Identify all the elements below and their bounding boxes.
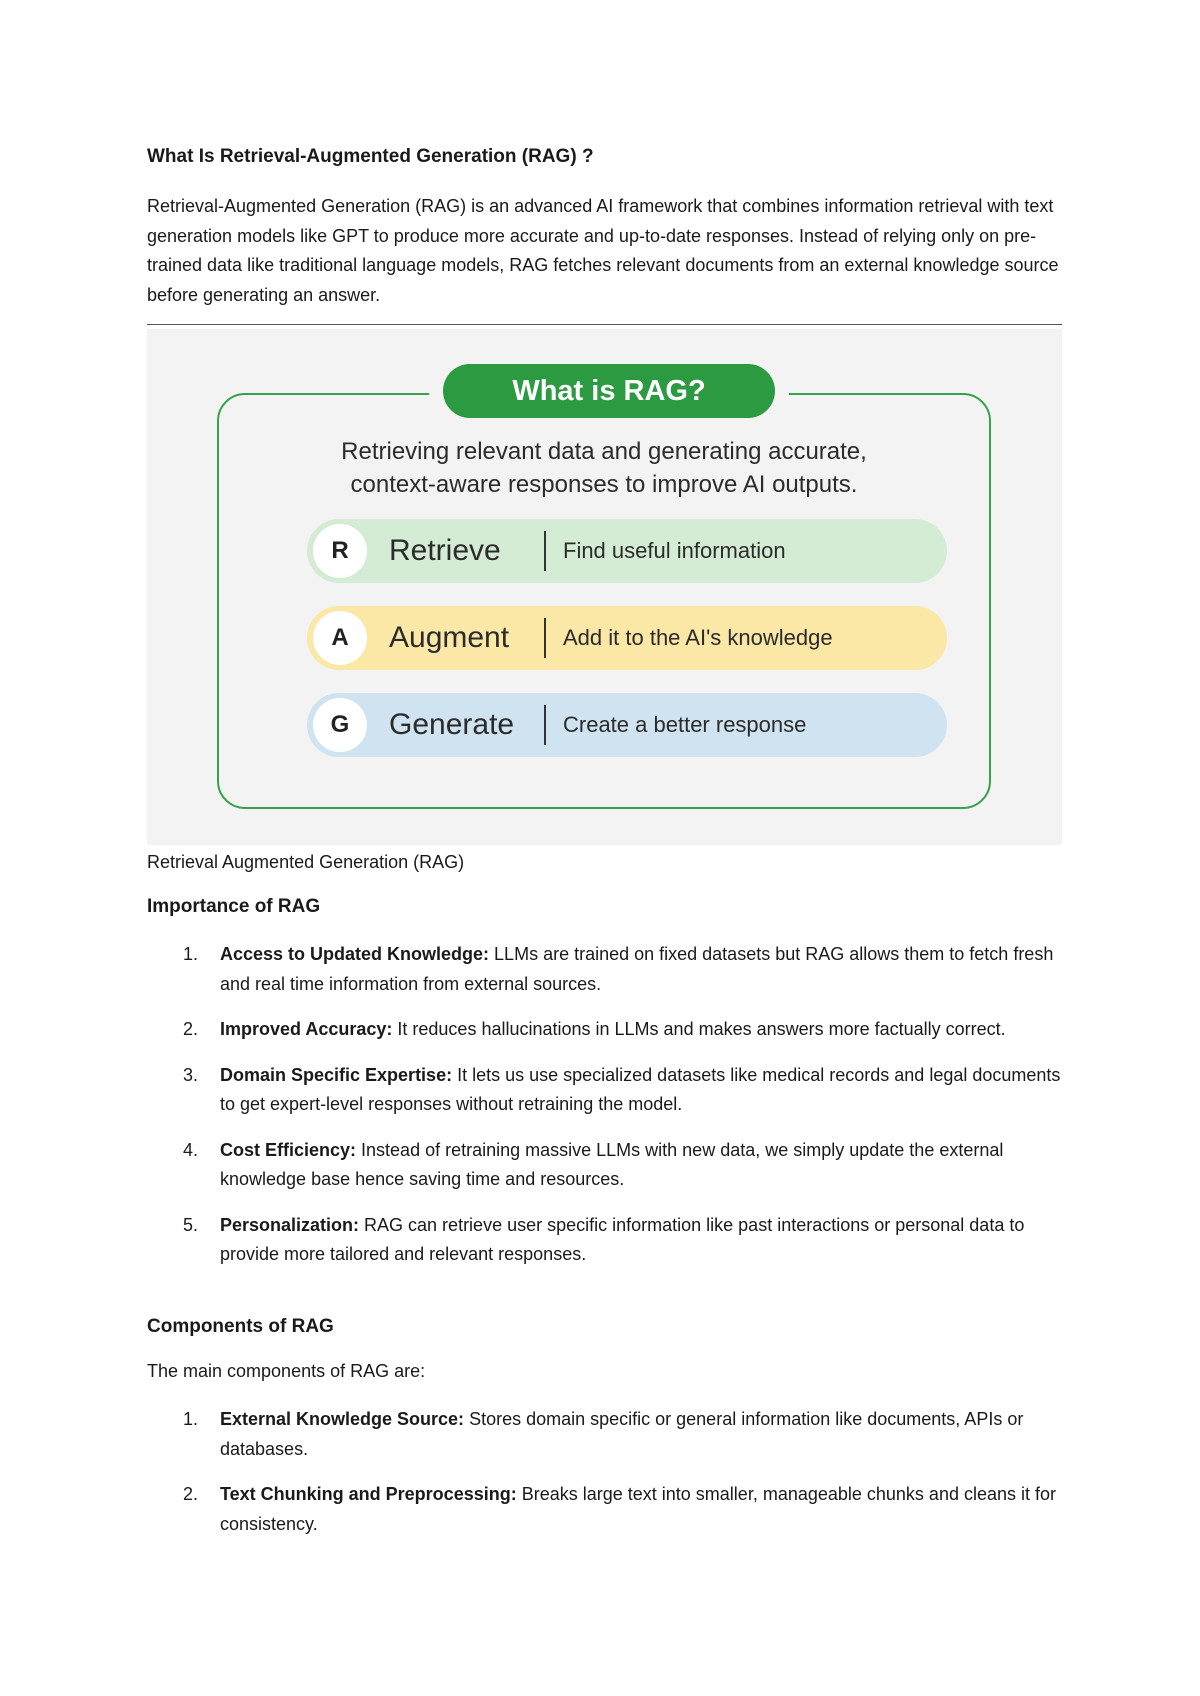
list-item <box>147 1015 1062 1045</box>
step-letter: R <box>313 524 367 578</box>
list-number: 2. <box>183 1484 199 1504</box>
components-heading: Components of RAG <box>147 1316 334 1337</box>
step-word: Augment <box>389 621 510 654</box>
list-text: It lets us use specialized datasets like medical records and legal documents to get expert-level responses without retraining the model. <box>220 1064 1061 1114</box>
list-term: Access to Updated Knowledge: <box>220 944 490 964</box>
list-text: RAG can retrieve user specific information like past interactions or personal data to provide more tailored and relevant responses. <box>220 1214 1025 1264</box>
list-number: 1. <box>183 1409 199 1429</box>
list-number: 4. <box>183 1139 199 1160</box>
list-item <box>147 1061 1062 1120</box>
list-term: Personalization: <box>220 1214 360 1235</box>
list-term: External Knowledge Source: <box>220 1409 465 1429</box>
list-item <box>147 1211 1062 1270</box>
list-number: 1. <box>183 944 199 964</box>
list-text: Stores domain specific or general information like documents, APIs or databases. <box>220 1409 1024 1459</box>
list-item <box>147 1405 1062 1464</box>
list-term: Cost Efficiency: <box>220 1139 357 1160</box>
components-list <box>147 1405 1062 1555</box>
step-word: Generate <box>389 708 515 741</box>
page-title: What Is Retrieval-Augmented Generation (RAG) ? <box>147 146 594 167</box>
list-text: It reduces hallucinations in LLMs and makes answers more factually correct. <box>392 1019 1006 1039</box>
figure-subtitle-line1: Retrieving relevant data and generating accurate, <box>341 438 867 465</box>
step-description: Find useful information <box>563 538 786 563</box>
figure-caption: Retrieval Augmented Generation (RAG) <box>147 852 465 872</box>
step-description: Add it to the AI's knowledge <box>563 625 833 650</box>
step-augment <box>307 606 947 670</box>
step-word: Retrieve <box>389 534 501 567</box>
list-number: 2. <box>183 1019 199 1039</box>
figure-subtitle <box>267 435 941 501</box>
list-number: 5. <box>183 1214 199 1235</box>
list-item <box>147 1136 1062 1195</box>
figure-title: What is RAG? <box>443 364 775 418</box>
importance-list <box>147 940 1062 1286</box>
step-retrieve <box>307 519 947 583</box>
step-divider <box>544 705 546 745</box>
step-letter: G <box>313 698 367 752</box>
intro-paragraph: Retrieval-Augmented Generation (RAG) is an advanced AI framework that combines information retrieval with text generation models like GPT to produce more accurate and up-to-date responses. Instead of relying only on pre-trained data like traditional language models, RAG fetches relevant documents from an external knowledge source before generating an answer. <box>147 196 1059 305</box>
figure-subtitle-line2: context-aware responses to improve AI outputs. <box>350 471 858 498</box>
list-term: Text Chunking and Preprocessing: <box>220 1484 517 1504</box>
components-intro: The main components of RAG are: <box>147 1361 426 1381</box>
step-description: Create a better response <box>563 712 807 737</box>
list-text: Breaks large text into smaller, manageable chunks and cleans it for consistency. <box>220 1484 1057 1534</box>
step-divider <box>544 531 546 571</box>
list-item <box>147 1480 1062 1539</box>
rag-figure <box>147 329 1062 845</box>
importance-heading: Importance of RAG <box>147 896 321 917</box>
step-divider <box>544 618 546 658</box>
list-term: Improved Accuracy: <box>220 1019 393 1039</box>
list-text: LLMs are trained on fixed datasets but RAG allows them to fetch fresh and real time information from external sources. <box>220 944 1054 994</box>
step-generate <box>307 693 947 757</box>
horizontal-rule <box>147 324 1062 325</box>
step-letter: A <box>313 611 367 665</box>
list-item <box>147 940 1062 999</box>
list-text: Instead of retraining massive LLMs with new data, we simply update the external knowledge base hence saving time and resources. <box>220 1139 1004 1189</box>
list-number: 3. <box>183 1064 199 1085</box>
list-term: Domain Specific Expertise: <box>220 1064 453 1085</box>
